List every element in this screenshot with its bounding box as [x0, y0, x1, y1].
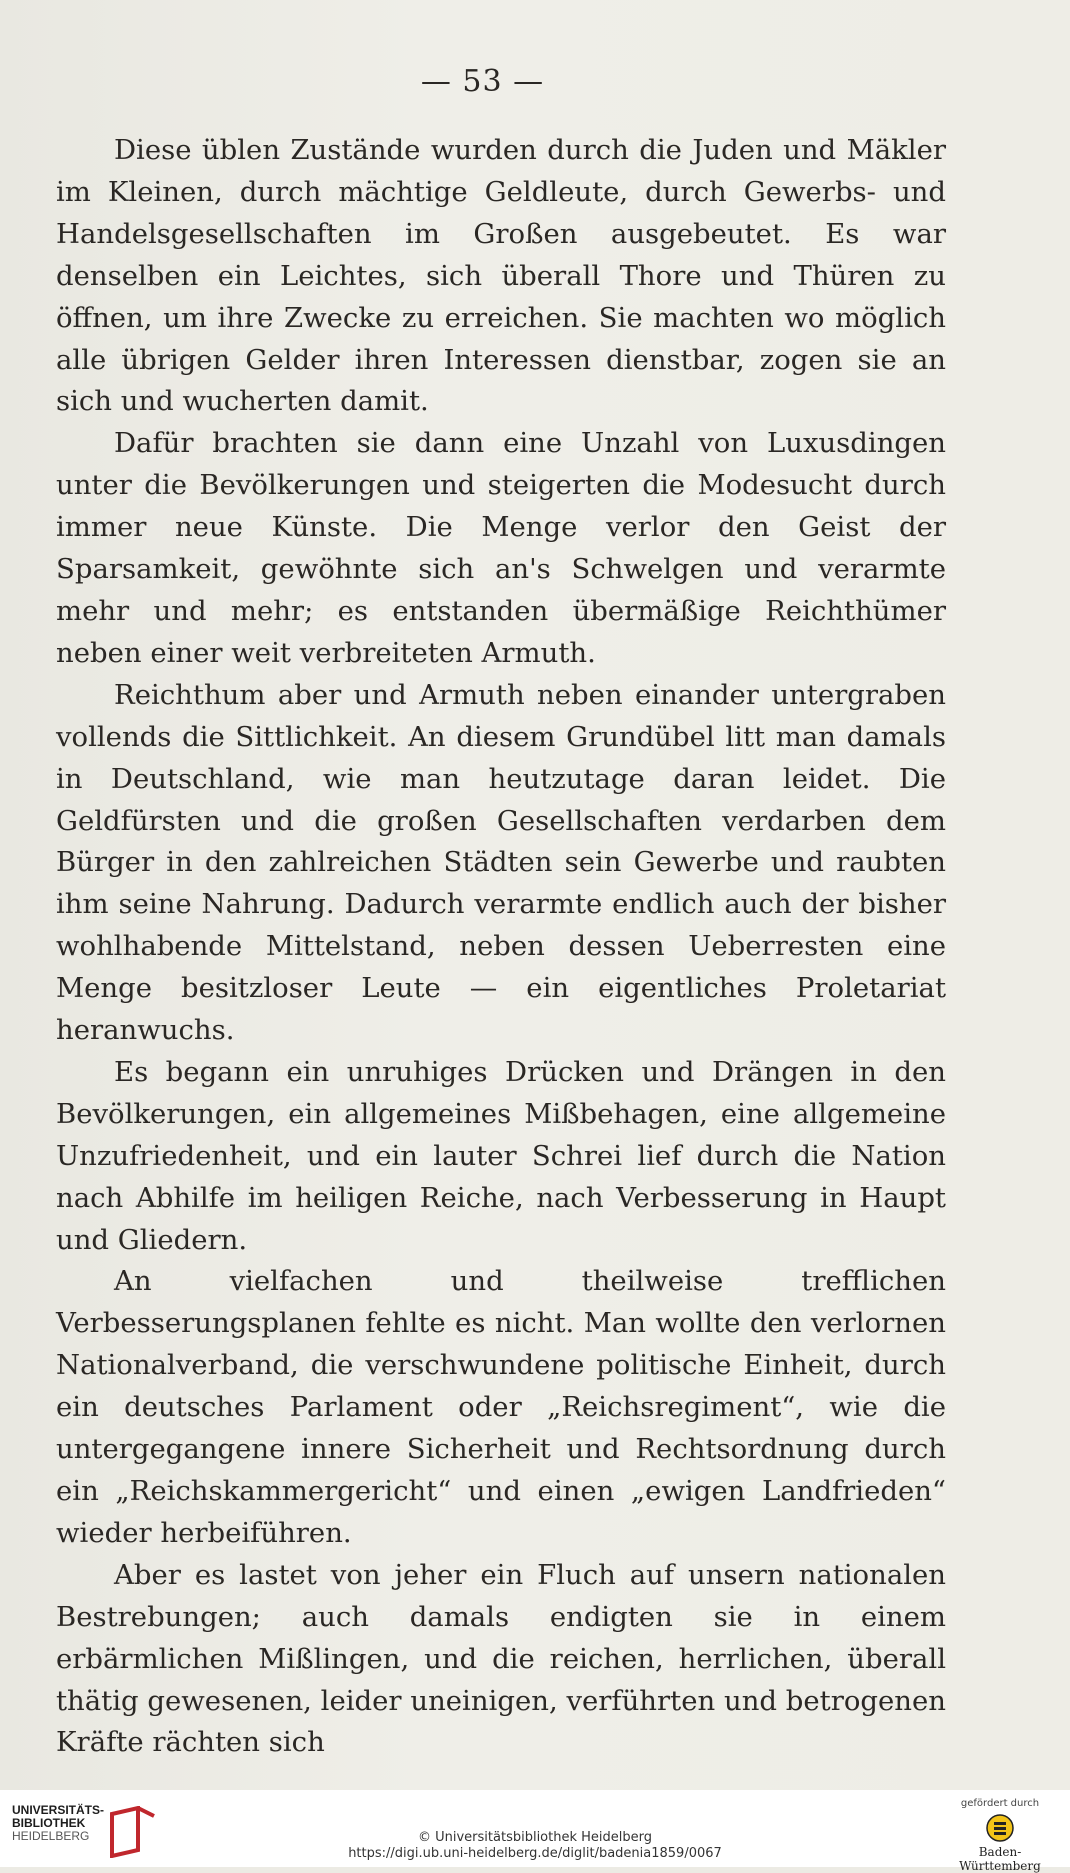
paragraph-text: Dafür brachten sie dann eine Unzahl von Luxusdingen unter die Bevölkerungen und steigerten die Modesucht durch immer neue Künste. Die Menge verlor den Geist der Sparsamkeit, gewöhnte sich an's Schwelgen und verarmte mehr und mehr; es entstanden übermäßige Reichthümer neben einer weit verbreiteten Armuth. [56, 427, 946, 669]
copyright-text: © Universitätsbibliothek Heidelberg [417, 1830, 652, 1845]
paragraph-text: An vielfachen und theilweise trefflichen Verbesserungsplanen fehlte es nicht. Man wollte den verlornen Nationalverband, die verschwundene politische Einheit, durch ein deutsches Parlament oder „Reichsregiment“, wie die untergegangene innere Sicherheit und Rechtsordnung durch ein „Reichskammergericht“ und einen „ewigen Landfrieden“ wieder herbeiführen. [56, 1265, 946, 1549]
library-line-3: HEIDELBERG [12, 1829, 90, 1843]
permalink[interactable]: https://digi.ub.uni-heidelberg.de/diglit/badenia1859/0067 [348, 1846, 722, 1861]
paragraph [56, 423, 946, 674]
body-text [56, 130, 946, 1764]
paragraph [56, 1261, 946, 1554]
paragraph-text: Diese üblen Zustände wurden durch die Juden und Mäkler im Kleinen, durch mächtige Geldleute, durch Gewerbs- und Handelsgesellschaften im Großen ausgebeutet. Es war denselben ein Leichtes, sich überall Thore und Thüren zu öffnen, um ihre Zwecke zu erreichen. Sie machten wo möglich alle übrigen Gelder ihren Interessen dienstbar, zogen sie an sich und wucherten damit. [56, 134, 946, 418]
paragraph [56, 1555, 946, 1765]
sponsor-label: gefördert durch [960, 1798, 1040, 1809]
sponsor-name: Baden-Württemberg [959, 1845, 1041, 1873]
paragraph-text: Reichthum aber und Armuth neben einander untergraben vollends die Sittlichkeit. An diesem Grundübel litt man damals in Deutschland, wie man heutzutage daran leidet. Die Geldfürsten und die großen Gesellschaften verdarben dem Bürger in den zahlreichen Städten sein Gewerbe und raubten ihm seine Nahrung. Dadurch verarmte endlich auch der bisher wohlhabende Mittelstand, neben dessen Ueberresten eine Menge besitzloser Leute — ein eigentliches Proletariat heranwuchs. [56, 678, 946, 1047]
sponsor-block [940, 1798, 1060, 1873]
paragraph [56, 675, 946, 1052]
copyright-notice [0, 1830, 1070, 1862]
page-number: — 53 — [420, 64, 545, 99]
coat-of-arms-icon [985, 1813, 1015, 1843]
paragraph [56, 1052, 946, 1262]
viewer-footer [0, 1790, 1070, 1873]
library-line-2: BIBLIOTHEK [12, 1816, 86, 1830]
paragraph-text: Es begann ein unruhiges Drücken und Drängen in den Bevölkerungen, ein allgemeines Mißbehagen, eine allgemeine Unzufriedenheit, und ein lauter Schrei lief durch die Nation nach Abhilfe im heiligen Reiche, nach Verbesserung in Haupt und Gliedern. [56, 1055, 946, 1256]
paragraph-text: Aber es lastet von jeher ein Fluch auf unsern nationalen Bestrebungen; auch damals endigten sie in einem erbärmlichen Mißlingen, und die reichen, herrlichen, überall thätig gewesenen, leider uneinigen, verführten und betrogenen Kräfte rächten sich [56, 1558, 946, 1759]
paragraph [56, 130, 946, 423]
library-line-1: UNIVERSITÄTS- [12, 1803, 105, 1817]
